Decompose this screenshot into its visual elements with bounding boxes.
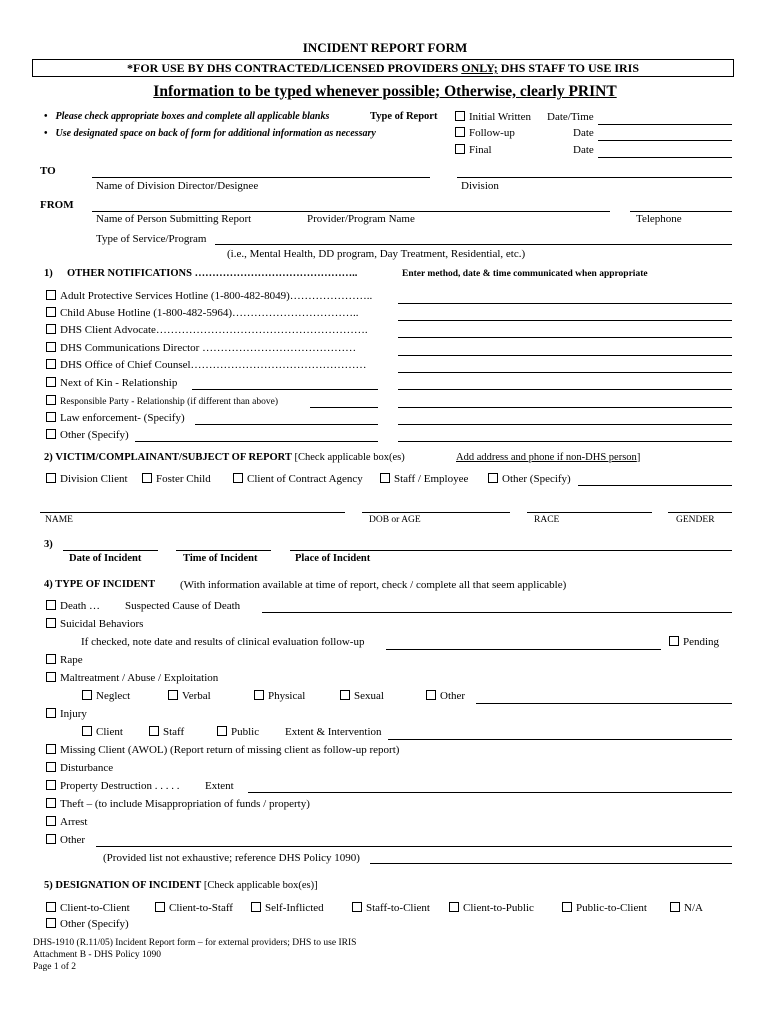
suspected-cause-label: Suspected Cause of Death — [125, 600, 241, 612]
incident-disturbance[interactable]: Disturbance — [46, 762, 113, 774]
footer-form-id: DHS-1910 (R.11/05) Incident Report form – for external providers; DHS to use IRIS — [33, 938, 357, 948]
injury-staff[interactable]: Staff — [149, 726, 184, 738]
director-label: Name of Division Director/Designee — [96, 180, 259, 192]
provider-notice: *FOR USE BY DHS CONTRACTED/LICENSED PROVIDERS ONLY; DHS STAFF TO USE IRIS — [126, 61, 640, 75]
provider-label: Provider/Program Name — [307, 213, 415, 225]
date-of-incident-label: Date of Incident — [69, 553, 142, 564]
initial-date-field[interactable] — [598, 124, 732, 125]
designation-self-inflicted[interactable]: Self-Inflicted — [251, 902, 324, 914]
notification-method-line[interactable] — [398, 320, 732, 321]
notification-method-line[interactable] — [398, 372, 732, 373]
notification-method-line[interactable] — [398, 424, 732, 425]
incident-theft[interactable]: Theft – (to include Misappropriation of funds / property) — [46, 798, 310, 810]
checkbox-icon[interactable] — [46, 290, 56, 300]
victim-other[interactable]: Other (Specify) — [488, 473, 571, 485]
checkbox-icon[interactable] — [46, 342, 56, 352]
injury-client[interactable]: Client — [82, 726, 123, 738]
division-label: Division — [461, 180, 499, 192]
incident-injury[interactable]: Injury — [46, 708, 87, 720]
checkbox-icon[interactable] — [488, 473, 498, 483]
checkbox-icon[interactable] — [46, 780, 56, 790]
checkbox-icon[interactable] — [46, 762, 56, 772]
list-note-field[interactable] — [370, 863, 732, 864]
designation-client-to-public[interactable]: Client-to-Public — [449, 902, 534, 914]
report-type-final[interactable]: Final — [455, 144, 492, 156]
notification-chief-counsel[interactable]: DHS Office of Chief Counsel………………………………………… — [46, 359, 367, 371]
section4-title: 4) TYPE OF INCIDENT — [44, 579, 156, 590]
notification-aps[interactable]: Adult Protective Services Hotline (1-800-482-8049)………………….. — [46, 290, 372, 302]
notification-method-line[interactable] — [398, 355, 732, 356]
submitter-label: Name of Person Submitting Report — [96, 213, 252, 225]
checkbox-icon[interactable] — [217, 726, 227, 736]
checkbox-icon[interactable] — [449, 902, 459, 912]
incident-time-field[interactable] — [176, 550, 271, 551]
report-type-label: Type of Report — [370, 111, 438, 122]
checkbox-icon[interactable] — [46, 834, 56, 844]
to-label: TO — [40, 165, 56, 177]
checkbox-icon[interactable] — [149, 726, 159, 736]
followup-date-field[interactable] — [598, 140, 732, 141]
director-field[interactable] — [92, 177, 430, 178]
checkbox-icon[interactable] — [340, 690, 350, 700]
checkbox-icon[interactable] — [46, 307, 56, 317]
victim-foster-child[interactable]: Foster Child — [142, 473, 211, 485]
footer-attachment: Attachment B - DHS Policy 1090 — [33, 950, 161, 960]
extent-label: Extent — [205, 780, 234, 792]
section1-title: OTHER NOTIFICATIONS ……………………………………….. — [67, 268, 358, 279]
other-notification-field[interactable] — [135, 441, 378, 442]
checkbox-icon[interactable] — [669, 636, 679, 646]
instruction-2: • Use designated space on back of form for additional information as necessary — [44, 128, 376, 139]
telephone-field[interactable] — [630, 211, 732, 212]
footer-page-number: Page 1 of 2 — [33, 962, 77, 972]
checkbox-icon[interactable] — [670, 902, 680, 912]
followup-field[interactable] — [386, 649, 661, 650]
checkbox-icon[interactable] — [46, 918, 56, 928]
section1-instruction: Enter method, date & time communicated when appropriate — [402, 269, 648, 279]
incident-property-destruction[interactable]: Property Destruction . . . . . — [46, 780, 179, 792]
notification-responsible-party[interactable]: Responsible Party - Relationship (if different than above) — [46, 395, 278, 407]
instruction-1: • Please check appropriate boxes and complete all applicable blanks — [44, 111, 329, 122]
law-enforcement-field[interactable] — [195, 424, 378, 425]
section5-header: 5) DESIGNATION OF INCIDENT [Check applicable box(es)] — [44, 880, 318, 891]
report-type-initial[interactable]: Initial Written — [455, 111, 531, 123]
incident-suicidal[interactable]: Suicidal Behaviors — [46, 618, 143, 630]
checkbox-icon[interactable] — [82, 690, 92, 700]
incident-arrest[interactable]: Arrest — [46, 816, 88, 828]
designation-client-to-staff[interactable]: Client-to-Staff — [155, 902, 233, 914]
checkbox-icon[interactable] — [46, 798, 56, 808]
incident-place-field[interactable] — [290, 550, 732, 551]
checkbox-icon[interactable] — [46, 377, 56, 387]
property-extent-field[interactable] — [248, 792, 732, 793]
section3-number: 3) — [44, 539, 53, 550]
maltreatment-verbal[interactable]: Verbal — [168, 690, 211, 702]
notification-next-of-kin[interactable]: Next of Kin - Relationship — [46, 377, 177, 389]
designation-staff-to-client[interactable]: Staff-to-Client — [352, 902, 430, 914]
maltreatment-other-field[interactable] — [476, 703, 732, 704]
notification-method-line[interactable] — [398, 441, 732, 442]
incident-other[interactable]: Other — [46, 834, 85, 846]
checkbox-icon[interactable] — [233, 473, 243, 483]
form-title: INCIDENT REPORT FORM — [302, 40, 468, 55]
dob-column-label: DOB or AGE — [369, 515, 421, 525]
final-date-field[interactable] — [598, 157, 732, 158]
checkbox-icon[interactable] — [82, 726, 92, 736]
victim-other-field[interactable] — [578, 485, 732, 486]
victim-dob-field[interactable] — [362, 512, 510, 513]
list-note: (Provided list not exhaustive; reference DHS Policy 1090) — [103, 852, 360, 864]
gender-column-label: GENDER — [676, 515, 715, 525]
pending-checkbox[interactable]: Pending — [669, 636, 719, 648]
notification-method-line[interactable] — [398, 337, 732, 338]
checkbox-icon[interactable] — [46, 359, 56, 369]
maltreatment-physical[interactable]: Physical — [254, 690, 305, 702]
section2-header: 2) VICTIM/COMPLAINANT/SUBJECT OF REPORT [Check applicable box(es) — [44, 452, 405, 463]
telephone-label: Telephone — [636, 213, 682, 225]
datetime-label: Date/Time — [547, 111, 594, 123]
designation-public-to-client[interactable]: Public-to-Client — [562, 902, 647, 914]
service-label: Type of Service/Program — [96, 233, 207, 245]
victim-name-field[interactable] — [40, 512, 345, 513]
report-type-followup[interactable]: Follow-up — [455, 127, 515, 139]
designation-na[interactable]: N/A — [670, 902, 703, 914]
checkbox-icon[interactable] — [352, 902, 362, 912]
section1-number: 1) — [44, 268, 53, 279]
section4-instruction: (With information available at time of report, check / complete all that seem applicable) — [180, 579, 567, 591]
checkbox-icon[interactable] — [168, 690, 178, 700]
followup-note: If checked, note date and results of clinical evaluation follow-up — [81, 636, 365, 648]
place-of-incident-label: Place of Incident — [295, 553, 371, 564]
race-column-label: RACE — [534, 515, 560, 525]
notification-communications[interactable]: DHS Communications Director …………………………………… — [46, 342, 356, 354]
victim-division-client[interactable]: Division Client — [46, 473, 128, 485]
notification-method-line[interactable] — [398, 389, 732, 390]
incident-rape[interactable]: Rape — [46, 654, 83, 666]
cause-of-death-field[interactable] — [262, 612, 732, 613]
service-hint: (i.e., Mental Health, DD program, Day Treatment, Residential, etc.) — [227, 248, 526, 260]
checkbox-icon[interactable] — [46, 473, 56, 483]
typed-notice: Information to be typed whenever possible; Otherwise, clearly PRINT — [153, 83, 617, 100]
checkbox-icon[interactable] — [46, 618, 56, 628]
notification-other[interactable]: Other (Specify) — [46, 429, 129, 441]
maltreatment-neglect[interactable]: Neglect — [82, 690, 130, 702]
notification-client-advocate[interactable]: DHS Client Advocate…………………………………………………. — [46, 324, 368, 336]
injury-public[interactable]: Public — [217, 726, 259, 738]
checkbox-icon[interactable] — [46, 816, 56, 826]
checkbox-icon[interactable] — [142, 473, 152, 483]
final-date-label: Date — [573, 144, 594, 156]
designation-other[interactable]: Other (Specify) — [46, 918, 129, 930]
victim-race-field[interactable] — [527, 512, 652, 513]
incident-maltreatment[interactable]: Maltreatment / Abuse / Exploitation — [46, 672, 218, 684]
checkbox-icon[interactable] — [426, 690, 436, 700]
checkbox-icon[interactable] — [46, 672, 56, 682]
checkbox-icon[interactable] — [46, 395, 56, 405]
checkbox-icon[interactable] — [46, 654, 56, 664]
checkbox-icon[interactable] — [455, 144, 465, 154]
maltreatment-sexual[interactable]: Sexual — [340, 690, 384, 702]
victim-contract-agency[interactable]: Client of Contract Agency — [233, 473, 363, 485]
checkbox-icon[interactable] — [455, 111, 465, 121]
incident-date-field[interactable] — [63, 550, 158, 551]
checkbox-icon[interactable] — [46, 324, 56, 334]
checkbox-icon[interactable] — [455, 127, 465, 137]
checkbox-icon[interactable] — [46, 412, 56, 422]
checkbox-icon[interactable] — [46, 708, 56, 718]
victim-gender-field[interactable] — [668, 512, 732, 513]
checkbox-icon[interactable] — [46, 600, 56, 610]
followup-date-label: Date — [573, 127, 594, 139]
notification-child-abuse[interactable]: Child Abuse Hotline (1-800-482-5964)…………………………….. — [46, 307, 359, 319]
next-of-kin-field[interactable] — [192, 389, 378, 390]
checkbox-icon[interactable] — [380, 473, 390, 483]
time-of-incident-label: Time of Incident — [183, 553, 258, 564]
division-field[interactable] — [457, 177, 732, 178]
checkbox-icon[interactable] — [251, 902, 261, 912]
section2-address-note: Add address and phone if non-DHS person] — [456, 452, 641, 463]
name-column-label: NAME — [45, 515, 73, 525]
service-field[interactable] — [215, 244, 732, 245]
victim-staff-employee[interactable]: Staff / Employee — [380, 473, 468, 485]
checkbox-icon[interactable] — [46, 429, 56, 439]
checkbox-icon[interactable] — [254, 690, 264, 700]
designation-client-to-client[interactable]: Client-to-Client — [46, 902, 130, 914]
checkbox-icon[interactable] — [46, 902, 56, 912]
extent-intervention-label: Extent & Intervention — [285, 726, 382, 738]
extent-intervention-field[interactable] — [388, 739, 732, 740]
incident-death[interactable]: Death … — [46, 600, 100, 612]
maltreatment-other[interactable]: Other — [426, 690, 465, 702]
checkbox-icon[interactable] — [46, 744, 56, 754]
notification-method-line[interactable] — [398, 303, 732, 304]
notification-method-line[interactable] — [398, 407, 732, 408]
responsible-party-field[interactable] — [310, 407, 378, 408]
from-label: FROM — [40, 199, 74, 211]
incident-missing-client[interactable]: Missing Client (AWOL) (Report return of missing client as follow-up report) — [46, 744, 399, 756]
notification-law-enforcement[interactable]: Law enforcement- (Specify) — [46, 412, 185, 424]
checkbox-icon[interactable] — [562, 902, 572, 912]
submitter-provider-field[interactable] — [92, 211, 610, 212]
incident-other-field[interactable] — [96, 846, 732, 847]
checkbox-icon[interactable] — [155, 902, 165, 912]
